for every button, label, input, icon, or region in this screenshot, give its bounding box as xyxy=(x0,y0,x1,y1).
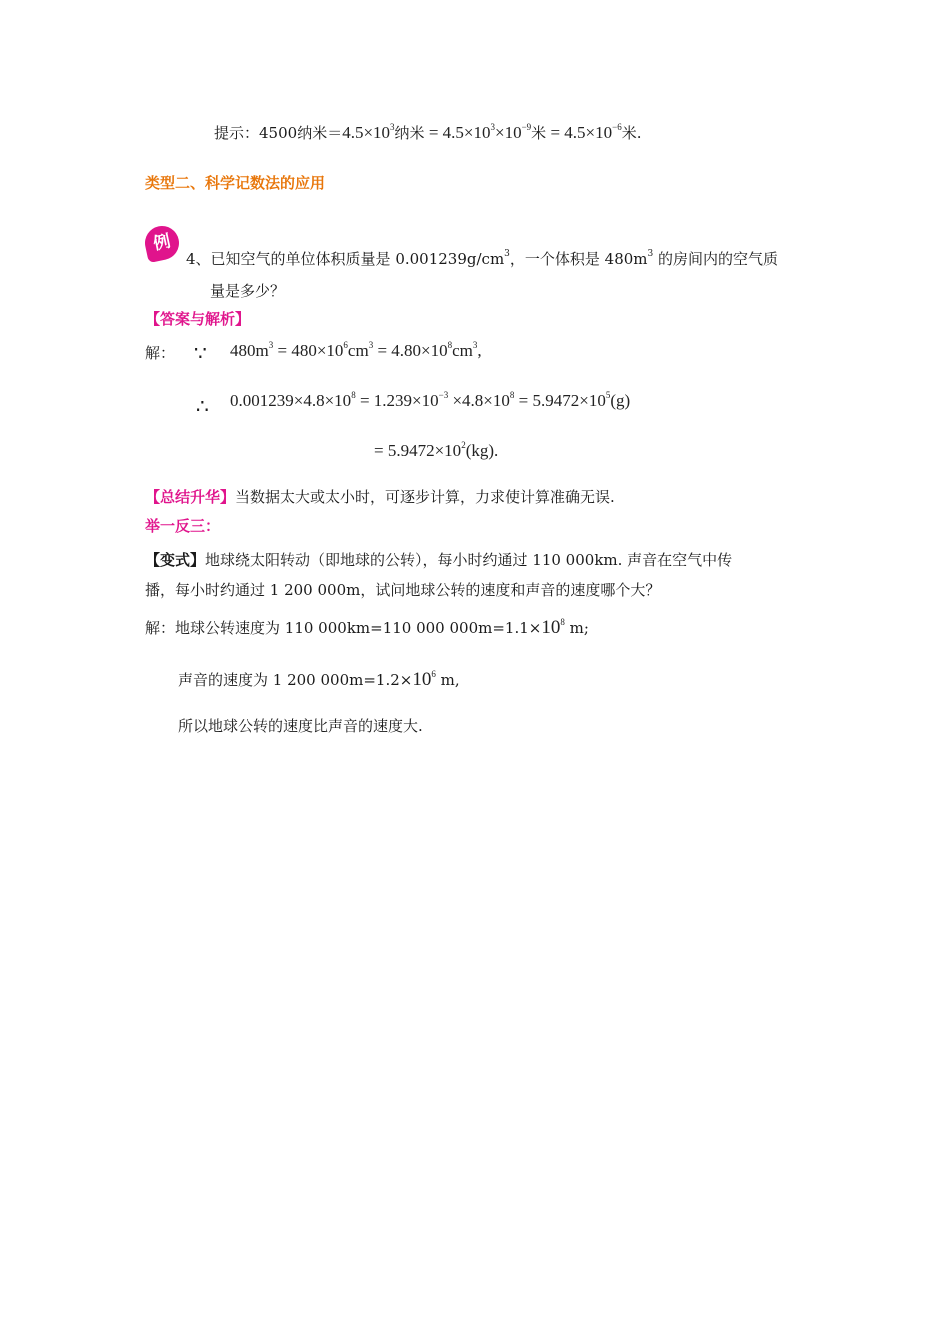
summary-text: 当数据太大或太小时，可逐步计算，力求使计算准确无误. xyxy=(235,488,615,506)
example-question-line-2: 量是多少？ xyxy=(210,282,286,300)
hint-text-2: 纳米 xyxy=(394,124,425,142)
therefore-symbol: ∴ xyxy=(196,394,209,418)
summary-line xyxy=(145,490,615,505)
hint-math-2: = $4.5\times 10^3\times 10^{-9}$ xyxy=(428,122,532,142)
example-question-line-1: 4、已知空气的单位体积质量是 $0.001239g/cm^3$，一个体积是 $480m^3$ 的房间内的空气质 xyxy=(186,249,779,268)
solution-equation-3: = $5.9472\times 10^2(kg)$. xyxy=(374,440,499,460)
hint-text-1: 4500纳米＝ xyxy=(259,124,343,142)
variant-solution-line-2: 声音的速度为 1 200 $000m=1.2\times 10^6$ m, xyxy=(178,669,460,690)
hint-label: 提示： xyxy=(214,124,260,142)
variant-line-2: 播，每小时约通过 1 200 000m，试问地球公转的速度和声音的速度哪个大？ xyxy=(145,581,661,599)
hint-text-4: 米. xyxy=(621,124,642,142)
solution-equation-2: $0.001239\times 4.8\times 10^8 = 1.239\times 10^{-3} \times 4.8\times 10^8 = 5.9472\times 10^5(g)$ xyxy=(230,390,631,410)
variant-solution-line-3: 所以地球公转的速度比声音的速度大. xyxy=(178,717,423,735)
hint-line xyxy=(214,124,641,141)
practice-heading: 举一反三： xyxy=(145,517,221,535)
variant-line-1: 【变式】地球绕太阳转动（即地球的公转），每小时约通过 110 000km. 声音在空气中传 xyxy=(145,551,733,569)
variant-tag: 【变式】 xyxy=(145,551,206,569)
section-title: 类型二、科学记数法的应用 xyxy=(145,174,326,192)
solution-equation-1: $480m^3 = 480\times 10^6cm^3 = 4.80\times 10^8cm^3$, xyxy=(230,340,482,360)
hint-math-3: = $4.5\times 10^{-6}$ xyxy=(550,122,622,142)
hint-text-3: 米 xyxy=(531,124,547,142)
hint-math-1: $4.5\times 10^3$ xyxy=(342,122,395,142)
answer-heading: 【答案与解析】 xyxy=(145,310,251,328)
variant-solution-line-1: 解：地球公转速度为 110 000km=110 000 $000m=1.1\times 10^8$ m; xyxy=(145,617,589,638)
example-badge-icon: 例 xyxy=(142,223,182,263)
because-symbol: ∵ xyxy=(194,341,207,365)
summary-tag: 【总结升华】 xyxy=(145,488,236,506)
solution-label: 解： xyxy=(145,344,176,362)
